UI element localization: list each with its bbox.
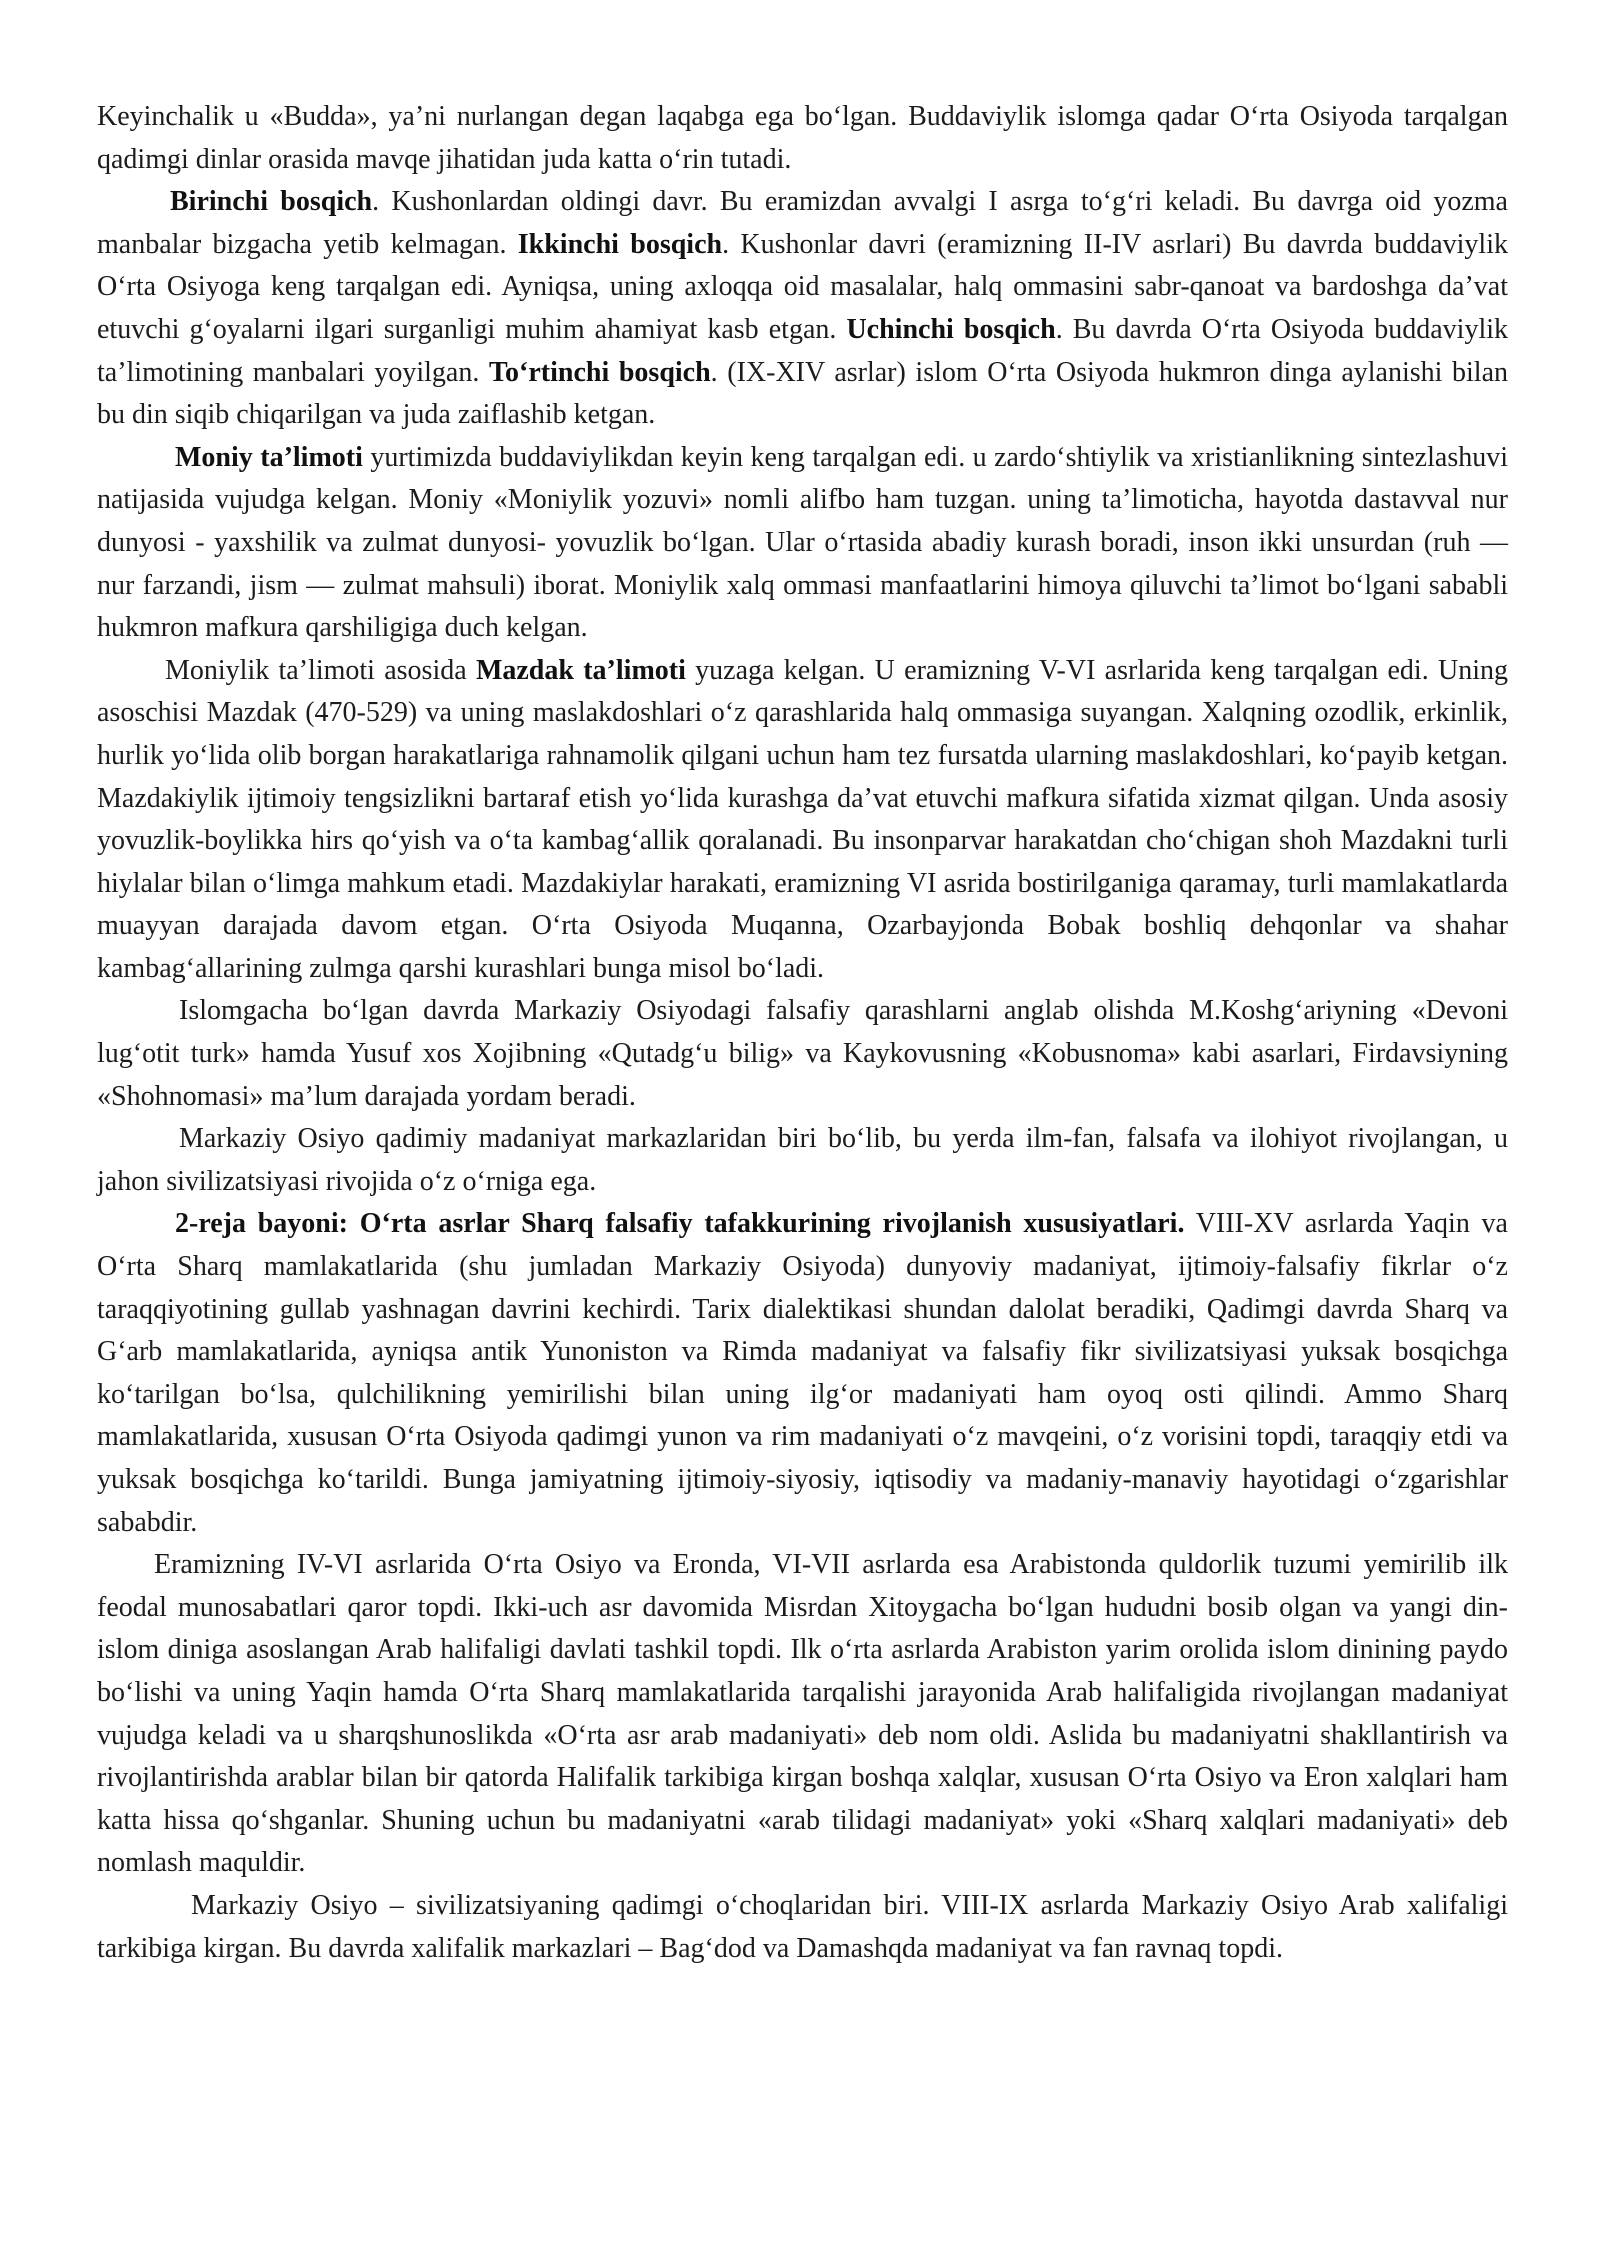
paragraph-text: yuzaga kelgan. U eramizning V-VI asrlarida keng tarqalgan edi. Uning asoschisi Mazdak (470-529) va uning maslakdoshlari o‘z qarashlarida halq ommasiga suyangan. Xalqning ozodlik, erkinlik, hurlik yo‘lida olib borgan harakatlariga rahnamolik qilgani uchun ham tez fursatda ularning maslakdoshlari, ko‘payib ketgan. Mazdakiylik ijtimoiy tengsizlikni bartaraf etish yo‘lida kurashga da’vat etuvchi mafkura sifatida xizmat qilgan. Unda asosiy yovuzlik-boylikka hirs qo‘yish va o‘ta kambag‘allik qoralanadi. Bu insonparvar harakatdan cho‘chigan shoh Mazdakni turli hiylalar bilan o‘limga mahkum etadi. Mazdakiylar harakati, eramizning VI asrida bostirilganiga qaramay, turli mamlakatlarda muayyan darajada davom etgan. O‘rta Osiyoda Muqanna, Ozarbayjonda Bobak boshliq dehqonlar va shahar kambag‘allarining zulmga qarshi kurashlari bunga misol bo‘ladi. bbox=[97, 654, 1508, 984]
paragraph-text: . Bu davrda O‘rta Osiyoda buddaviylik ta’limotining manbalari yoyilgan. bbox=[97, 313, 1509, 388]
paragraph-buddhism-stages bbox=[97, 181, 1508, 437]
paragraph-text: Moniylik ta’limoti asosida bbox=[165, 654, 476, 686]
paragraph-mazdak bbox=[97, 650, 1508, 991]
paragraph-arab-caliphate bbox=[97, 1544, 1508, 1885]
paragraph-text: Islomgacha bo‘lgan davrda Markaziy Osiyodagi falsafiy qarashlarni anglab olishda M.Koshg‘ariyning «Devoni lug‘otit turk» hamda Yusuf xos Xojibning «Qutadg‘u bilig» va Kaykovusning «Kobusnoma» kabi asarlari, Firdavsiyning «Shohnomasi» ma’lum darajada yordam beradi. bbox=[97, 995, 1508, 1112]
paragraph-text: Markaziy Osiyo – sivilizatsiyaning qadimgi o‘choqlaridan biri. VIII-IX asrlarda Markaziy Osiyo Arab xalifaligi tarkibiga kirgan. Bu davrda xalifalik markazlari – Bag‘dod va Damashqda madaniyat va fan ravnaq topdi. bbox=[97, 1889, 1508, 1964]
paragraph-text: Markaziy Osiyo qadimiy madaniyat markazlaridan biri bo‘lib, bu yerda ilm-fan, falsafa va ilohiyot rivojlangan, u jahon sivilizatsiyasi rivojida o‘z o‘rniga ega. bbox=[97, 1123, 1508, 1197]
document-page bbox=[97, 96, 1508, 1970]
paragraph-text: VIII-XV asrlarda Yaqin va O‘rta Sharq mamlakatlarida (shu jumladan Markaziy Osiyoda) dunyoviy madaniyat, ijtimoiy-falsafiy fikrlar o‘z taraqqiyotining gullab yashnagan davrini kechirdi. Tarix dialektikasi shundan dalolat beradiki, Qadimgi davrda Sharq va G‘arb mamlakatlarida, ayniqsa antik Yunoniston va Rimda madaniyat va falsafiy fikr sivilizatsiyasi yuksak bosqichga ko‘tarilgan bo‘lsa, qulchilikning yemirilishi bilan uning ilg‘or madaniyati ham oyoq osti qilindi. Ammo Sharq mamlakatlarida, xususan O‘rta Osiyoda qadimgi yunon va rim madaniyati o‘z mavqeini, o‘z vorisini topdi, taraqqiy etdi va yuksak bosqichga ko‘tarildi. Bunga jamiyatning ijtimoiy-siyosiy, iqtisodiy va madaniy-manaviy hayotidagi o‘zgarishlar sababdir. bbox=[97, 1208, 1508, 1538]
paragraph-text: . Kushonlardan oldingi davr. Bu eramizdan avvalgi I asrga to‘g‘ri keladi. Bu davrga oid yozma manbalar bizgacha yetib kelmagan. bbox=[97, 186, 1508, 260]
paragraph-buddha bbox=[97, 96, 1508, 181]
paragraph-text: Eramizning IV-VI asrlarida O‘rta Osiyo va Eronda, VI-VII asrlarda esa Arabistonda quldorlik tuzumi yemirilib ilk feodal munosabatlari qaror topdi. Ikki-uch asr davomida Misrdan Xitoygacha bo‘lgan hududni bosib olgan va yangi din- islom diniga asoslangan Arab halifaligi davlati tashkil topdi. Ilk o‘rta asrlarda Arabiston yarim orolida islom dinining paydo bo‘lishi va uning Yaqin hamda O‘rta Sharq mamlakatlarida tarqalishi jarayonida Arab halifaligida rivojlangan madaniyat vujudga keladi va u sharqshunoslikda «O‘rta asr arab madaniyati» deb nom oldi. Aslida bu madaniyatni shakllantirish va rivojlantirishda arablar bilan bir qatorda Halifalik tarkibiga kirgan boshqa xalqlar, xususan O‘rta Osiyo va Eron xalqlari ham katta hissa qo‘shganlar. Shuning uchun bu madaniyatni «arab tilidagi madaniyat» yoki «Sharq xalqlari madaniyati» deb nomlash maquldir. bbox=[97, 1549, 1508, 1879]
paragraph-central-asia bbox=[97, 1118, 1508, 1203]
paragraph-text: yurtimizda buddaviylikdan keyin keng tarqalgan edi. u zardo‘shtiylik va xristianlikning sintezlashuvi natijasida vujudga kelgan. Moniy «Moniylik yozuvi» nomli alifbo ham tuzgan. uning ta’limoticha, hayotda dastavval nur dunyosi - yaxshilik va zulmat dunyosi- yovuzlik bo‘lgan. Ular o‘rtasida abadiy kurash boradi, inson ikki unsurdan (ruh — nur farzandi, jism — zulmat mahsuli) iborat. Moniylik xalq ommasi manfaatlarini himoya qiluvchi ta’limot bo‘lgani sababli hukmron mafkura qarshiligiga duch kelgan. bbox=[97, 441, 1508, 644]
paragraph-civilization bbox=[97, 1885, 1508, 1970]
paragraph-pre-islamic bbox=[97, 990, 1508, 1118]
paragraph-plan-2 bbox=[97, 1203, 1508, 1544]
paragraph-manichaeism bbox=[97, 437, 1508, 650]
section-heading: 2-reja bayoni: O‘rta asrlar Sharq falsafiy tafakkurining rivojlanish xususiyatlari. bbox=[175, 1208, 1185, 1240]
paragraph-text: . (IX-XIV asrlar) islom O‘rta Osiyoda hukmron dinga aylanishi bilan bu din siqib chiqarilgan va juda zaiflashib ketgan. bbox=[97, 356, 1509, 431]
term-moniy: Moniy ta’limoti bbox=[175, 441, 363, 473]
paragraph-text: . Kushonlar davri (eramizning II-IV asrlari) Bu davrda buddaviylik O‘rta Osiyoga keng tarqalgan edi. Ayniqsa, uning axloqqa oid masalalar, halq ommasini sabr-qanoat va bardoshga da’vat etuvchi g‘oyalarni ilgari surganligi muhim ahamiyat kasb etgan. bbox=[97, 228, 1508, 345]
term-first-stage: Birinchi bosqich bbox=[170, 186, 373, 218]
paragraph-text: Keyinchalik u «Budda», ya’ni nurlangan degan laqabga ega bo‘lgan. Buddaviylik islomga qadar O‘rta Osiyoda tarqalgan qadimgi dinlar orasida mavqe jihatidan juda katta o‘rin tutadi. bbox=[97, 101, 1508, 175]
term-mazdak: Mazdak ta’limoti bbox=[475, 654, 686, 686]
term-second-stage: Ikkinchi bosqich bbox=[517, 228, 723, 260]
term-fourth-stage: To‘rtinchi bosqich bbox=[488, 356, 711, 388]
term-third-stage: Uchinchi bosqich bbox=[846, 313, 1056, 345]
